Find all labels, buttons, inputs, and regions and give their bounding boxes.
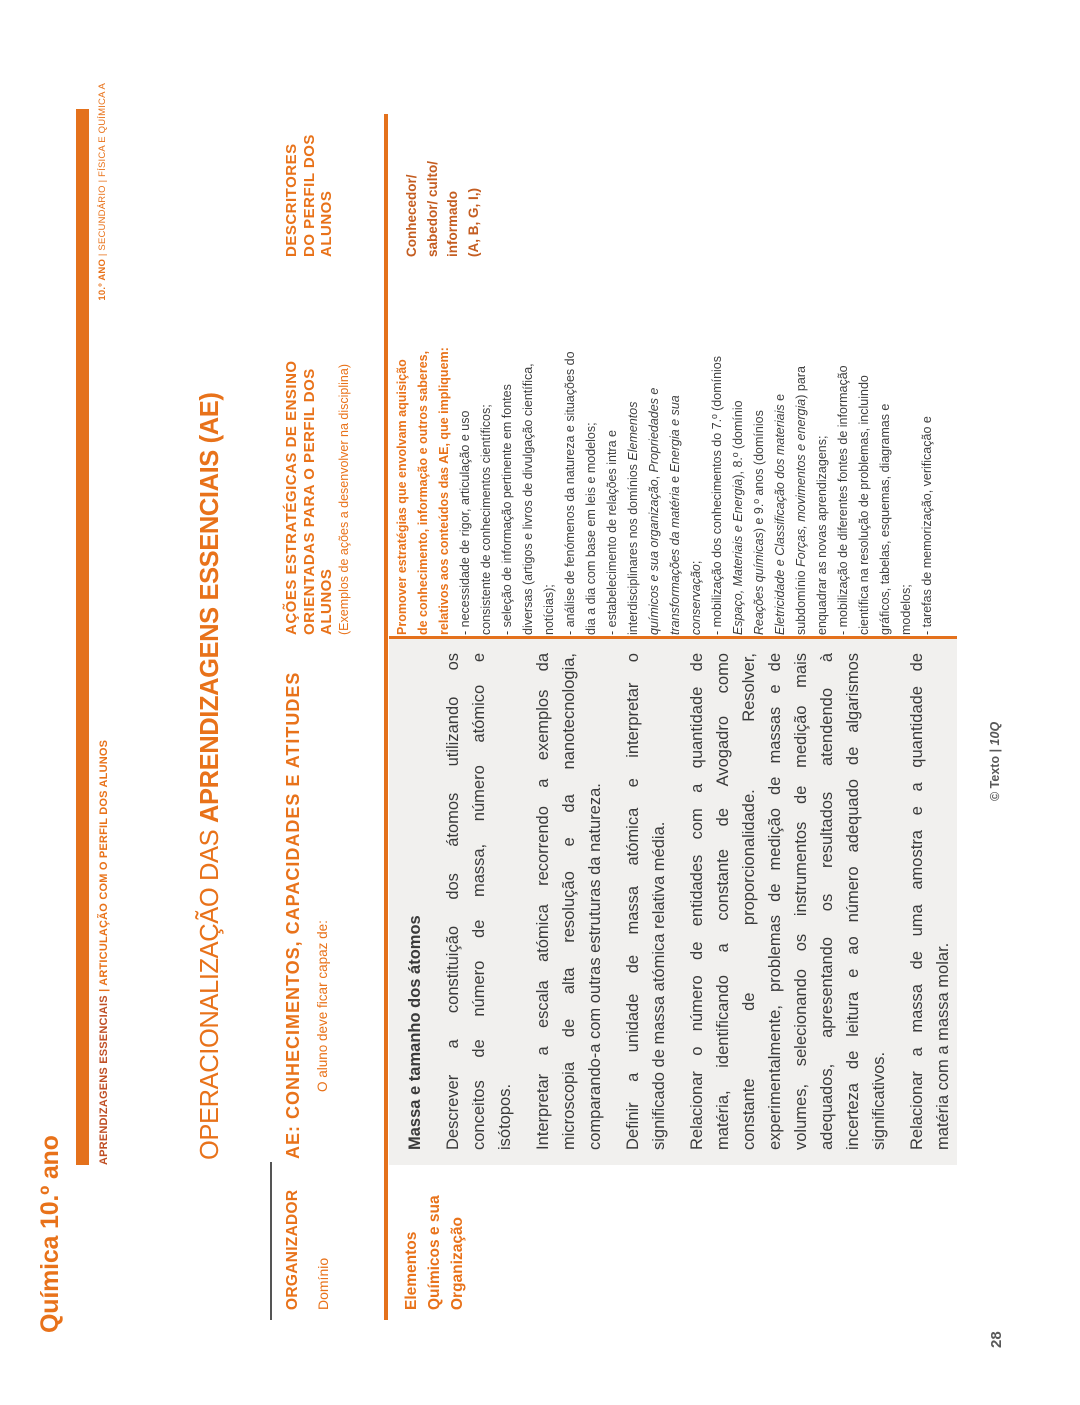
- acoes-body-line: consistente de conhecimentos científicos;: [479, 404, 493, 635]
- acoes-body-line: notícias);: [542, 584, 556, 635]
- ae-body-line: Interpretar a escala atómica recorrendo a exemplos da: [534, 653, 552, 1150]
- descritores-header-title: [283, 97, 336, 257]
- acoes-body-line: - mobilização dos conhecimentos do 7.º (domínios: [710, 355, 724, 635]
- ae-body-line: isótopos.: [496, 1083, 514, 1150]
- acoes-body-line: - mobilização de diferentes fontes de informação: [836, 365, 850, 635]
- ae-body-line: adequados, apresentando os resultados atendendo à: [818, 653, 836, 1150]
- acoes-body-text: [392, 305, 938, 635]
- header-right: [97, 83, 108, 1165]
- acoes-body-line: dia a dia com base em leis e modelos;: [584, 422, 598, 635]
- acoes-body-line: conservação;: [689, 560, 703, 635]
- organizador-body: [400, 1150, 469, 1310]
- acoes-body-line: Eletricidade e Classificação dos materiais e: [773, 393, 787, 635]
- table-top-rule: [270, 1162, 272, 1320]
- acoes-header-subtitle: (Exemplos de ações a desenvolver na disciplina): [337, 364, 351, 635]
- ae-acoes-separator-rule: [389, 637, 957, 640]
- acoes-body-line: químicos e sua organização, Propriedades e: [647, 387, 661, 635]
- page-number: 28: [988, 1331, 1005, 1348]
- acoes-body-line: Promover estratégias que envolvam aquisição: [395, 359, 409, 635]
- acoes-body-line: subdomínio Forças, movimentos e energia) para: [794, 366, 808, 635]
- footer-copyright-prefix: © Texto |: [988, 745, 1002, 801]
- header-right-secondary: | SECUNDÁRIO | FÍSICA E QUÍMICA A: [97, 83, 108, 259]
- ae-body-line: Relacionar o número de entidades com a quantidade de: [688, 653, 706, 1150]
- ae-body-line: Massa e tamanho dos átomos: [406, 915, 424, 1150]
- organizador-header-title: ORGANIZADOR: [284, 1189, 301, 1310]
- header-left-secondary: | ARTICULAÇÃO COM O PERFIL DOS ALUNOS: [98, 739, 110, 996]
- ae-body-line: Definir a unidade de massa atómica e interpretar o: [624, 653, 642, 1150]
- ae-body-line: Descrever a constituição dos átomos utilizando os: [444, 653, 462, 1150]
- acoes-body-line: enquadrar as novas aprendizagens;: [815, 435, 829, 635]
- section-title: [196, 393, 225, 1160]
- acoes-body-line: - seleção de informação pertinente em fontes: [500, 384, 514, 635]
- acoes-body-line: Espaço, Materiais e Energia), 8.º (domínio: [731, 400, 745, 635]
- table-header-underline-rule: [384, 114, 388, 1320]
- acoes-body-line: interdisciplinares nos domínios Elementos: [626, 401, 640, 635]
- section-title-emphasis: APRENDIZAGENS ESSENCIAIS (AE): [196, 392, 224, 824]
- orange-header-bar: [76, 109, 89, 1165]
- acoes-body-line: - estabelecimento de relações intra e: [605, 430, 619, 635]
- descritores-body-line: informado: [445, 191, 460, 257]
- organizador-body-line: Químicos e sua: [426, 1195, 443, 1310]
- acoes-body-line: Reações químicas) e 9.º anos (domínios: [752, 410, 766, 635]
- ae-body-line: matéria com a massa molar.: [934, 942, 952, 1150]
- acoes-header-title: [283, 305, 336, 635]
- section-title-prefix: OPERACIONALIZAÇÃO DAS: [196, 823, 224, 1160]
- ae-body-line: microscopia de alta resolução e da nanotecnologia,: [560, 653, 578, 1150]
- acoes-body-line: - tarefas de memorização, verificação e: [920, 416, 934, 635]
- descritores-header-title-line: DESCRITORES: [283, 143, 300, 257]
- acoes-body-line: transformações da matéria e Energia e sua: [668, 395, 682, 635]
- ae-body-line: significado de massa atómica relativa média.: [650, 821, 668, 1150]
- footer-copyright-book: 10Q: [988, 721, 1002, 746]
- descritores-body-line: sabedor/ culto/: [424, 160, 440, 257]
- ae-body-line: comparando-a com outras estruturas da natureza.: [586, 783, 604, 1150]
- acoes-header-title-line: AÇÕES ESTRATÉGICAS DE ENSINO: [283, 360, 300, 635]
- ae-body-line: constante de proporcionalidade. Resolver,: [740, 653, 758, 1150]
- ae-header-subtitle: O aluno deve ficar capaz de:: [315, 920, 330, 1092]
- organizador-body-line: Organização: [449, 1216, 466, 1310]
- acoes-body-line: gráficos, tabelas, esquemas, diagramas e: [878, 403, 892, 635]
- acoes-body-line: - necessidade de rigor, articulação e uso: [458, 410, 472, 635]
- organizador-header-subtitle: Domínio: [315, 1257, 331, 1310]
- acoes-body-line: de conhecimento, informação e outros saberes,: [416, 350, 430, 635]
- ae-body-line: incerteza de leitura e ao número adequado de algarismos: [844, 653, 862, 1150]
- ae-body-line: volumes, selecionando os instrumentos de medição mais: [792, 653, 810, 1150]
- chapter-title: Química 10.º ano: [36, 1135, 64, 1333]
- ae-body-line: experimentalmente, problemas de medição de massas e de: [766, 653, 784, 1150]
- ae-body-line: matéria, identificando a constante de Avogadro como: [714, 653, 732, 1150]
- ae-body-line: Relacionar a massa de uma amostra e a quantidade de: [908, 653, 926, 1150]
- descritores-header-title-line: ALUNOS: [318, 190, 335, 257]
- descritores-body-line: Conhecedor/: [404, 174, 419, 257]
- descritores-header-title-line: DO PERFIL DOS: [300, 134, 318, 257]
- ae-body-line: significativos.: [870, 1051, 888, 1150]
- acoes-header-title-line: ALUNOS: [318, 568, 335, 635]
- ae-body-line: conceitos de número de massa, número atómico e: [470, 653, 488, 1150]
- organizador-body-line: Elementos: [403, 1231, 420, 1310]
- acoes-body-line: diversas (artigos e livros de divulgação científica,: [521, 363, 535, 635]
- descritores-body-text: [402, 87, 484, 257]
- ae-header-title: AE: CONHECIMENTOS, CAPACIDADES E ATITUDES: [283, 671, 303, 1159]
- acoes-body-line: científica na resolução de problemas, incluindo: [857, 375, 871, 635]
- header-left-primary: APRENDIZAGENS ESSENCIAIS: [98, 995, 110, 1165]
- acoes-body-line: modelos;: [899, 584, 913, 635]
- acoes-body-line: relativos aos conteúdos das AE, que impliquem:: [437, 347, 451, 635]
- header-right-primary: 10.º ANO: [97, 258, 108, 301]
- acoes-header-title-line: ORIENTADAS PARA O PERFIL DOS: [300, 368, 318, 635]
- ae-body-text: [402, 653, 956, 1150]
- footer-copyright: [988, 722, 1002, 801]
- acoes-body-line: - análise de fenómenos da natureza e situações do: [563, 351, 577, 635]
- descritores-body-line: (A, B, G, I,): [465, 188, 481, 257]
